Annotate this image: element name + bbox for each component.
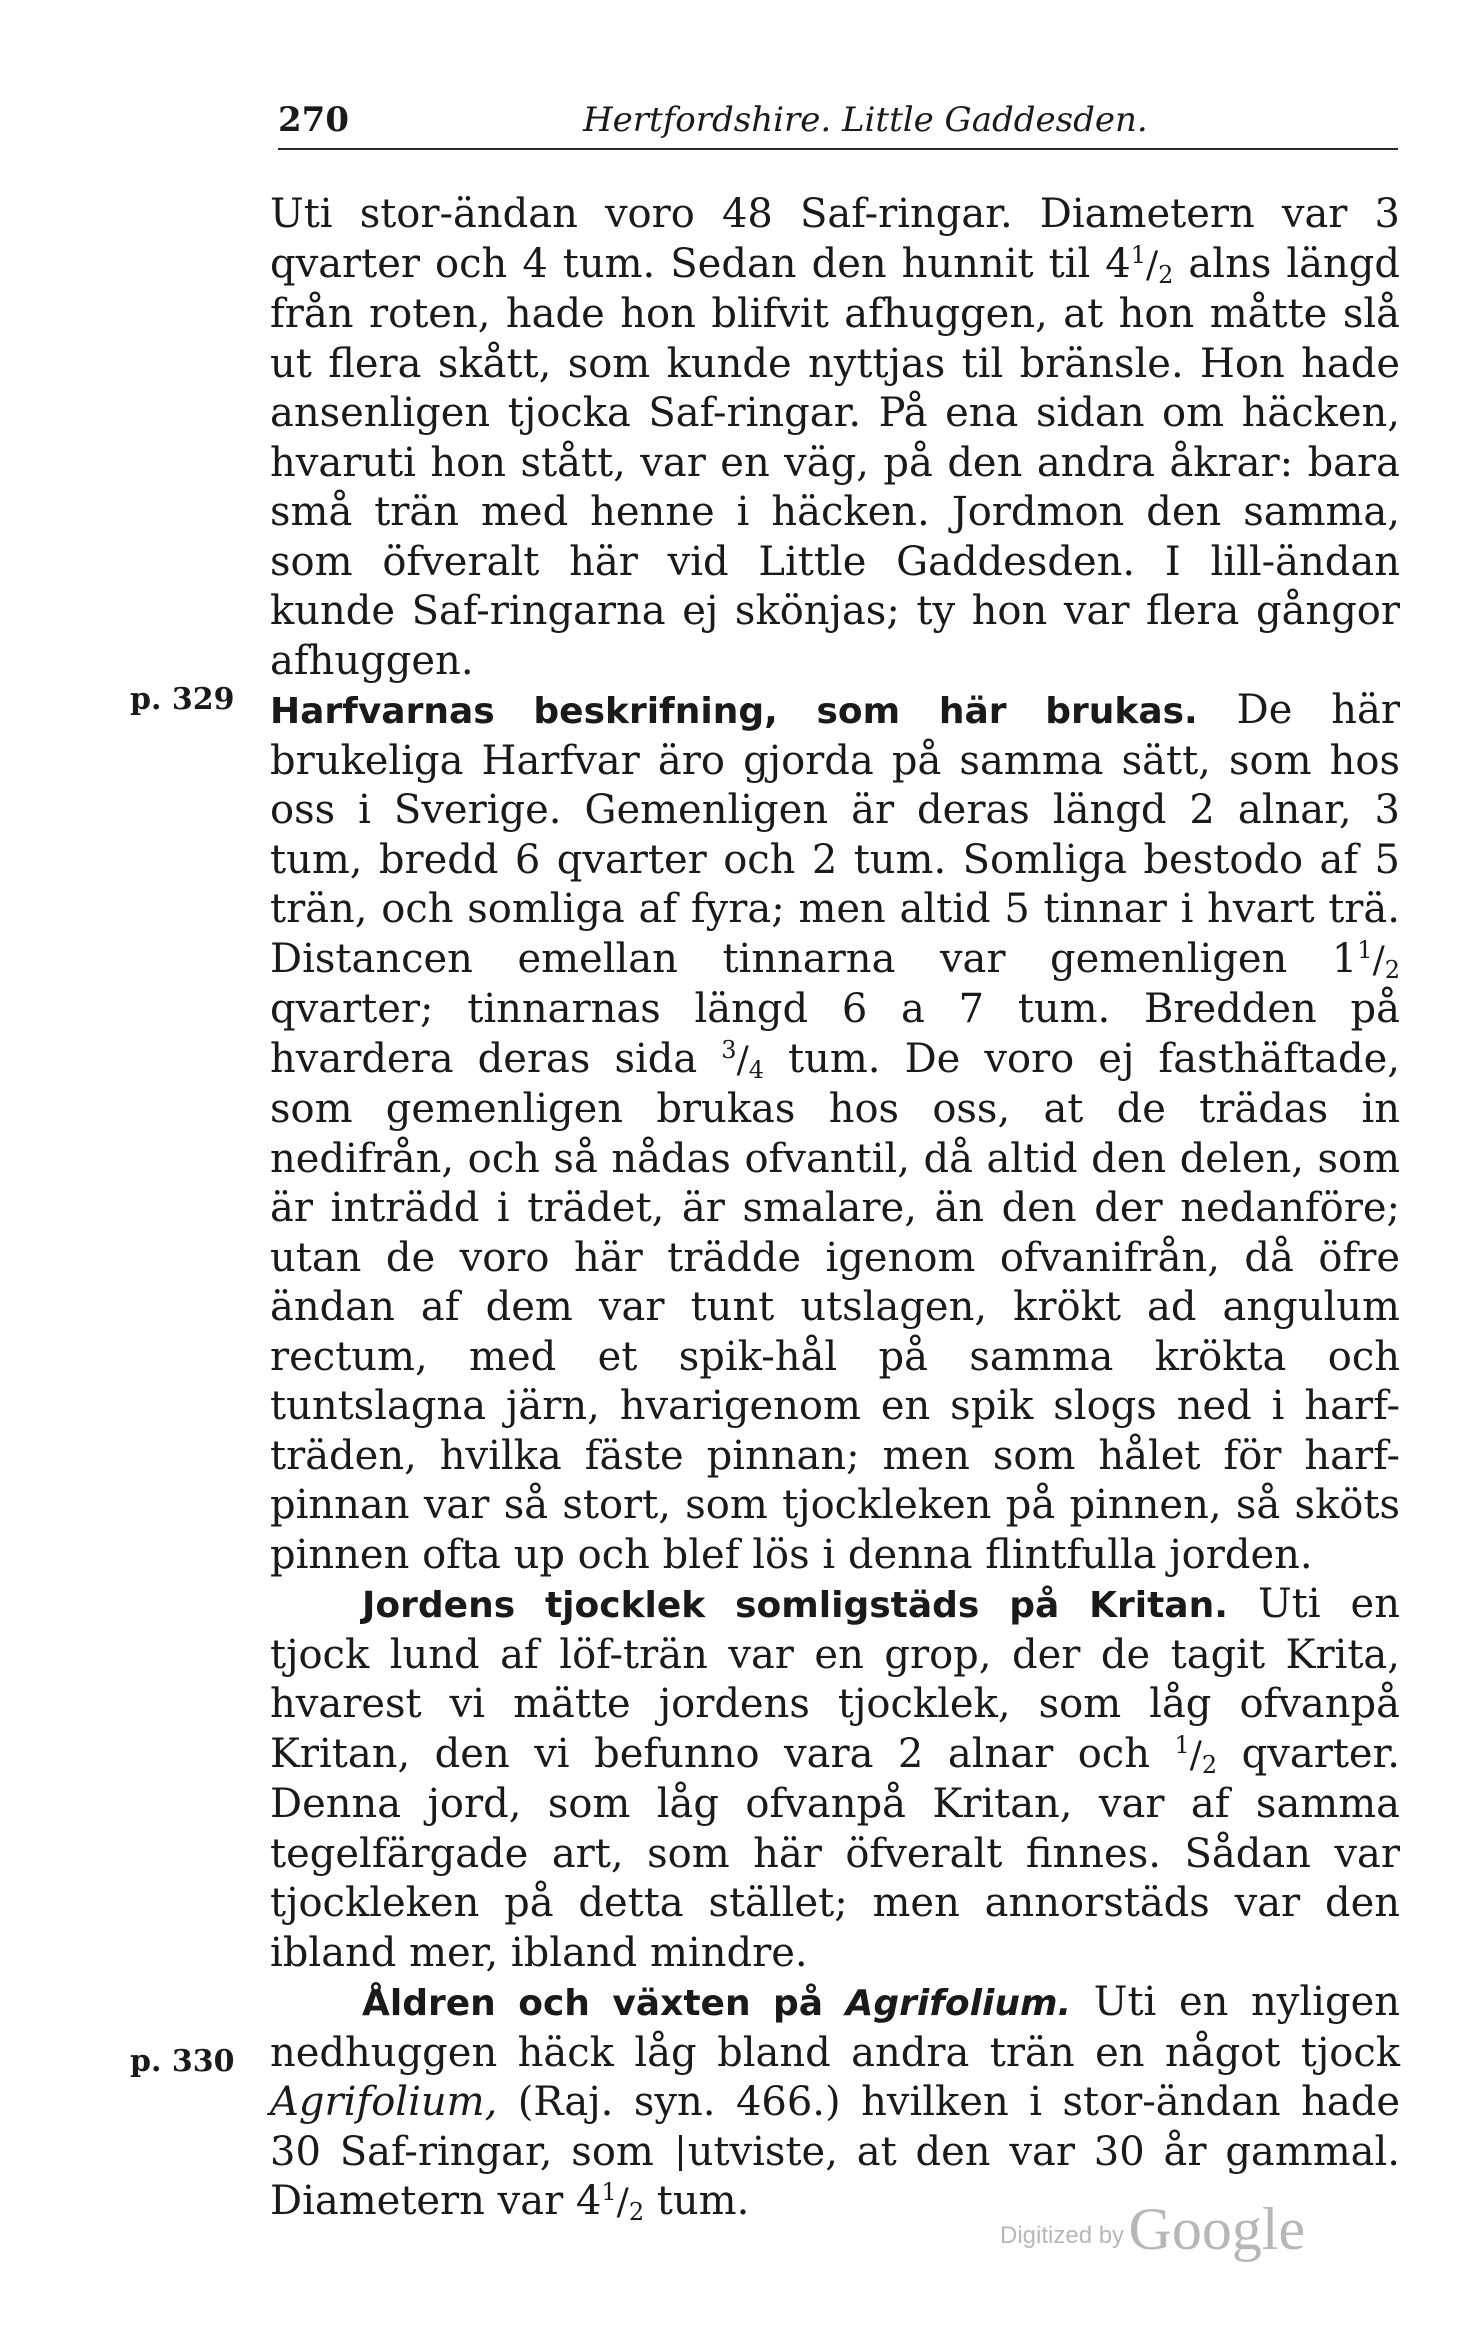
- margin-note-p329: p. 329: [130, 682, 235, 717]
- margin-note-p330: p. 330: [130, 2044, 235, 2079]
- section-heading-jordens: Jordens tjocklek somligstäds på Kritan.: [362, 1585, 1228, 1626]
- page-number: 270: [278, 100, 349, 140]
- section-heading-aldren: Åldren och växten på Agrifolium.: [362, 1983, 1072, 2024]
- paragraph-4: Åldren och växten på Agrifolium. Uti en nyligen nedhuggen häck låg bland andra trän en något tjock Agrifolium, (Raj. syn. 466.) hvilken i stor-ändan hade 30 Saf-ringar, som utviste, at den var 30 år gammal. Diametern var $4^1/_2$ tum.: [270, 1979, 1401, 2226]
- fraction: $^1/_2$: [1357, 935, 1400, 984]
- header-rule: [278, 148, 1398, 150]
- paragraph-2: Harfvarnas beskrifning, som här brukas. De här brukeliga Harfvar äro gjorda på samma sätt, som hos oss i Sverige. Gemenligen är deras längd 2 alnar, 3 tum, bredd 6 qvarter och 2 tum. Somliga bestodo af 5 trän, och somliga af fyra; men altid 5 tinnar i hvart trä. Distancen emellan tinnarna var gemenligen $1^1/_2$ qvarter; tinnarnas längd 6 a 7 tum. Bredden på hvardera deras sida $^3/_4$ tum. De voro ej fasthäftade, som gemenligen brukas hos oss, at de trädas in nedifrån, och så nådas ofvantil, då altid den delen, som är inträdd i trädet, är smalare, än den der nedanföre; utan de voro här trädde igenom ofvanifrån, då öfre ändan af dem var tunt utslagen, krökt ad angulum rectum, med et spik-hål på samma krökta och tuntslagna järn, hvarigenom en spik slogs ned i harf-träden, hvilka fäste pinnan; men som hålet för harf-pinnan var så stort, som tjockleken på pinnen, så sköts pinnen ofta up och blef lös i denna flintfulla jorden.: [270, 687, 1400, 1578]
- fraction: $^3/_4$: [721, 1035, 764, 1084]
- running-title: Hertfordshire. Little Gaddesden.: [583, 100, 1148, 140]
- page-break-mark: [679, 2135, 682, 2171]
- section-heading-harfvar: Harfvarnas beskrifning, som här brukas.: [270, 691, 1198, 732]
- fraction: $^1/_2$: [1130, 240, 1174, 289]
- paragraph-3: Jordens tjocklek somligstäds på Kritan. Uti en tjock lund af löf-trän var en grop, der de tagit Krita, hvarest vi mätte jordens tjocklek, som låg ofvanpå Kritan, den vi befunno vara 2 alnar och $^1/_2$ qvarter. Denna jord, som låg ofvanpå Kritan, var af samma tegelfärgade art, som här öfveralt finnes. Sådan var tjockleken på detta stället; men annorstäds var den ibland mer, ibland mindre.: [270, 1581, 1401, 1976]
- paragraph-1: Uti stor-ändan voro 48 Saf-ringar. Diametern var 3 qvarter och 4 tum. Sedan den hunnit til $4^1/_2$ alns längd från roten, hade hon blifvit afhuggen, at hon måtte slå ut flera skått, som kunde nyttjas til bränsle. Hon hade ansenligen tjocka Saf-ringar. På ena sidan om häcken, hvaruti hon stått, var en väg, på den andra åkrar: bara små trän med henne i häcken. Jordmon den samma, som öfveralt här vid Little Gaddesden. I lill-ändan kunde Saf-ringarna ej skönjas; ty hon var flera gångor afhuggen.: [270, 191, 1400, 684]
- digitized-watermark: Digitized by Google: [1000, 2196, 1306, 2262]
- body-text: [270, 190, 1400, 2228]
- page-header: [278, 100, 1398, 144]
- google-logo: Google: [1128, 2196, 1306, 2262]
- fraction: $^1/_2$: [1174, 1730, 1218, 1779]
- fraction: $^1/_2$: [601, 2178, 645, 2226]
